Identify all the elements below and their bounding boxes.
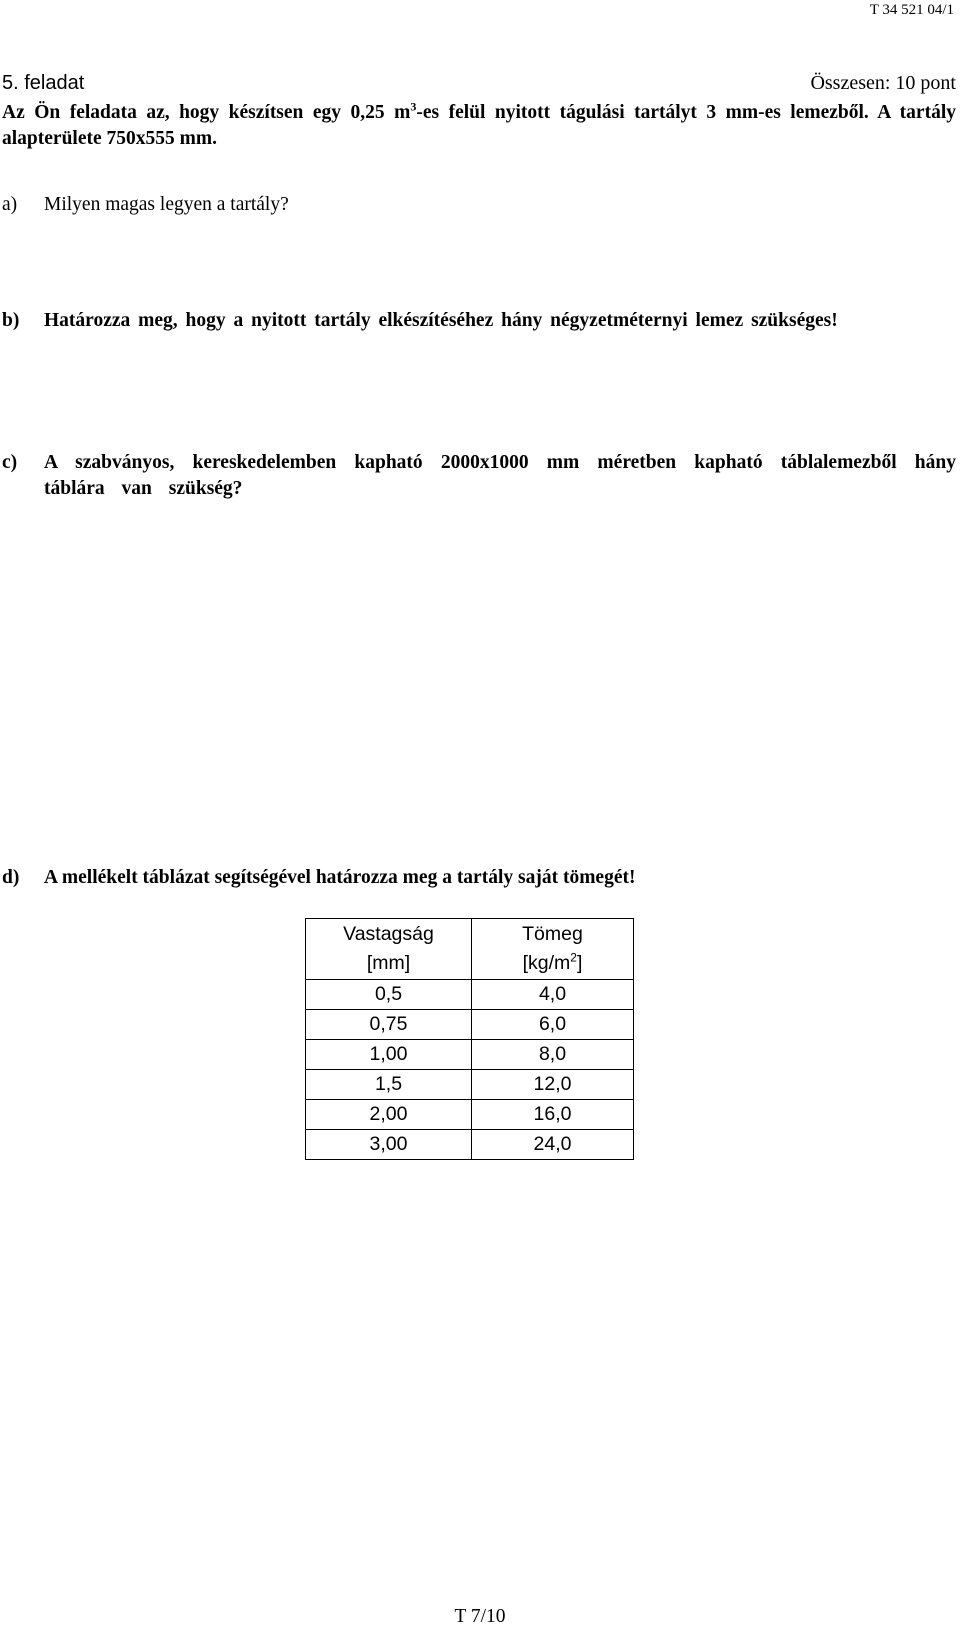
mass-cell: 24,0 [472, 1130, 634, 1160]
question-letter: c) [2, 452, 18, 473]
table-row [306, 1040, 634, 1070]
question-b [2, 308, 956, 334]
header-thickness: Vastagság [mm] [306, 919, 472, 980]
mass-cell: 6,0 [472, 1010, 634, 1040]
intro-text-end: -es felül nyitott tágulási tartályt 3 mm-es lemezből. A tartály alapterülete 750x555 mm. [2, 102, 956, 149]
task-intro [2, 100, 956, 152]
table-header-row [306, 919, 634, 980]
table-row [306, 1130, 634, 1160]
thickness-cell: 1,5 [306, 1070, 472, 1100]
table-row [306, 980, 634, 1010]
question-text: Határozza meg, hogy a nyitott tartály elkészítéséhez hány négyzetméternyi lemez szükséges! [44, 310, 838, 331]
question-text: Milyen magas legyen a tartály? [44, 194, 289, 215]
task-title: 5. feladat [2, 72, 85, 94]
thickness-cell: 3,00 [306, 1130, 472, 1160]
task-header [2, 72, 956, 95]
thickness-mass-table [305, 918, 634, 1160]
thickness-cell: 1,00 [306, 1040, 472, 1070]
question-letter: b) [2, 310, 20, 331]
intro-superscript: 3 [410, 99, 417, 114]
question-text: A mellékelt táblázat segítségével határozza meg a tartály saját tömegét! [44, 867, 636, 888]
question-a [2, 192, 956, 218]
mass-cell: 8,0 [472, 1040, 634, 1070]
table-row [306, 1070, 634, 1100]
document-code: T 34 521 04/1 [869, 2, 954, 18]
question-letter: d) [2, 867, 20, 888]
question-letter: a) [2, 194, 18, 215]
task-points: Összesen: 10 pont [810, 72, 956, 94]
table-row [306, 1100, 634, 1130]
thickness-cell: 2,00 [306, 1100, 472, 1130]
mass-cell: 12,0 [472, 1070, 634, 1100]
mass-cell: 16,0 [472, 1100, 634, 1130]
table-row [306, 1010, 634, 1040]
page-number: T 7/10 [454, 1606, 506, 1627]
header-mass: Tömeg $[kg/m^2]$ [472, 919, 634, 980]
question-c [2, 450, 956, 502]
thickness-cell: 0,5 [306, 980, 472, 1010]
intro-text-start: Az Ön feladata az, hogy készítsen egy 0,25 m [2, 102, 411, 123]
mass-cell: 4,0 [472, 980, 634, 1010]
question-d [2, 865, 956, 891]
question-text: A szabványos, kereskedelemben kapható 2000x1000 mm méretben kapható táblalemezből hány táblára van szükség? [44, 452, 956, 499]
thickness-cell: 0,75 [306, 1010, 472, 1040]
